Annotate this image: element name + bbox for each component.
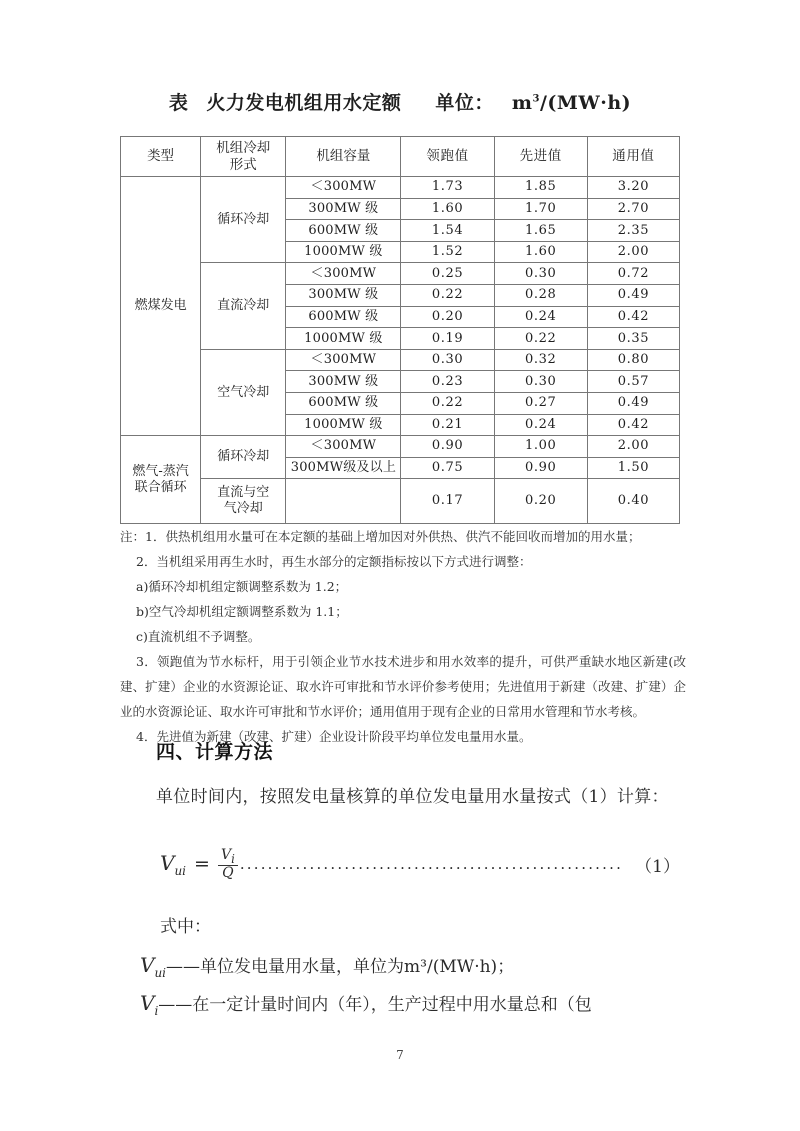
formula-equals: =	[194, 853, 210, 876]
cell-capacity: 600MW 级	[286, 392, 401, 414]
cell-advanced: 0.30	[494, 263, 587, 285]
cell-general: 1.50	[587, 457, 679, 479]
cell-leader: 1.60	[401, 198, 494, 220]
cell-advanced: 0.28	[494, 284, 587, 306]
cell-leader: 0.25	[401, 263, 494, 285]
cell-general: 0.42	[587, 414, 679, 436]
header-capacity: 机组容量	[286, 137, 401, 177]
cell-advanced: 1.60	[494, 241, 587, 263]
cell-capacity: 1000MW 级	[286, 328, 401, 350]
table-header-row	[121, 137, 680, 177]
cell-capacity: ＜300MW	[286, 436, 401, 458]
definition-text-vi: ——在一定计量时间内（年），生产过程中用水量总和（包	[158, 995, 592, 1015]
cell-advanced: 1.00	[494, 436, 587, 458]
table-row	[121, 177, 680, 199]
cell-leader: 0.20	[401, 306, 494, 328]
header-type: 类型	[121, 137, 201, 177]
header-leader-value: 领跑值	[401, 137, 494, 177]
definition-vi	[140, 984, 592, 1030]
note-1: 注：1．供热机组用水量可在本定额的基础上增加因对外供热、供汽不能回收而增加的用水量；	[120, 529, 641, 544]
table-unit-value: $m^3/(MW\cdot h)$	[511, 92, 632, 114]
cell-capacity: 600MW 级	[286, 306, 401, 328]
note-2: 2．当机组采用再生水时，再生水部分的定额指标按以下方式进行调整：	[136, 554, 532, 569]
note-2c: c)直流机组不予调整。	[136, 629, 261, 644]
cell-leader: 0.17	[401, 479, 494, 524]
cell-general: 0.42	[587, 306, 679, 328]
cell-leader: 0.75	[401, 457, 494, 479]
note-3: 3．领跑值为节水标杆，用于引领企业节水技术进步和用水效率的提升，可供严重缺水地区新建(改建、扩建）企业的水资源论证、取水许可审批和节水评价参考使用；先进值用于新建（改建、扩建）企业的水资源论证、取水许可审批和节水评价；通用值用于现有企业的日常用水管理和节水考核。	[120, 654, 686, 719]
cell-leader: 0.22	[401, 284, 494, 306]
cell-type-gas-steam: 燃气-蒸汽 联合循环	[121, 436, 201, 524]
cell-advanced: 1.85	[494, 177, 587, 199]
cell-leader: 1.52	[401, 241, 494, 263]
cell-leader: 1.73	[401, 177, 494, 199]
water-quota-table	[120, 136, 680, 524]
cell-general: 0.49	[587, 392, 679, 414]
cell-capacity: 1000MW 级	[286, 414, 401, 436]
cell-type-coal: 燃煤发电	[121, 177, 201, 436]
cell-advanced: 0.20	[494, 479, 587, 524]
cell-capacity: ＜300MW	[286, 177, 401, 199]
cell-advanced: 1.65	[494, 220, 587, 242]
definition-text-vui: ——单位发电量用水量，单位为m³/(MW·h)；	[166, 957, 515, 977]
table-notes	[120, 524, 686, 749]
cell-capacity: 1000MW 级	[286, 241, 401, 263]
header-general-value: 通用值	[587, 137, 679, 177]
cell-advanced: 0.30	[494, 371, 587, 393]
formula-dot-leaders: ·······················································	[239, 858, 624, 877]
cell-leader: 0.19	[401, 328, 494, 350]
cell-general: 2.00	[587, 436, 679, 458]
cell-general: 0.80	[587, 349, 679, 371]
table-row	[121, 263, 680, 285]
note-4: 4．先进值为新建（改建、扩建）企业设计阶段平均单位发电量用水量。	[136, 729, 532, 744]
cell-general: 3.20	[587, 177, 679, 199]
cell-capacity: 300MW 级	[286, 371, 401, 393]
cell-advanced: 1.70	[494, 198, 587, 220]
cell-advanced: 0.27	[494, 392, 587, 414]
cell-leader: 0.23	[401, 371, 494, 393]
cell-capacity: 300MW 级	[286, 284, 401, 306]
table-title	[120, 88, 680, 115]
cell-capacity: 600MW 级	[286, 220, 401, 242]
cell-cooling-oncethrough-air-gas: 直流与空 气冷却	[201, 479, 286, 524]
page-number: 7	[396, 1048, 404, 1062]
cell-cooling-oncethrough-coal: 直流冷却	[201, 263, 286, 349]
table-title-prefix: 表	[168, 92, 189, 114]
note-2b: b)空气冷却机组定额调整系数为 1.1；	[136, 604, 348, 619]
cell-advanced: 0.22	[494, 328, 587, 350]
cell-leader: 0.90	[401, 436, 494, 458]
cell-capacity: 300MW级及以上	[286, 457, 401, 479]
paragraph-calculation-intro: 单位时间内，按照发电量核算的单位发电量用水量按式（1）计算：	[156, 787, 669, 807]
header-cooling-form: 机组冷却 形式	[201, 137, 286, 177]
cell-general: 2.00	[587, 241, 679, 263]
cell-advanced: 0.90	[494, 457, 587, 479]
table-row	[121, 436, 680, 458]
note-2a: a)循环冷却机组定额调整系数为 1.2；	[136, 579, 348, 594]
cell-leader: 0.21	[401, 414, 494, 436]
cell-capacity-empty	[286, 479, 401, 524]
cell-advanced: 0.24	[494, 306, 587, 328]
cell-capacity: 300MW 级	[286, 198, 401, 220]
where-label: 式中：	[160, 917, 211, 937]
cell-leader: 0.22	[401, 392, 494, 414]
cell-general: 0.35	[587, 328, 679, 350]
formula-number: （1）	[635, 856, 680, 877]
cell-cooling-circulating-coal: 循环冷却	[201, 177, 286, 263]
cell-leader: 1.54	[401, 220, 494, 242]
cell-general: 0.49	[587, 284, 679, 306]
cell-cooling-air-coal: 空气冷却	[201, 349, 286, 435]
cell-general: 0.40	[587, 479, 679, 524]
cell-general: 2.70	[587, 198, 679, 220]
formula-lhs: $V_{ui}$	[160, 850, 187, 878]
table-unit-label: 单位：	[435, 92, 494, 114]
cell-leader: 0.30	[401, 349, 494, 371]
cell-capacity: ＜300MW	[286, 349, 401, 371]
cell-advanced: 0.24	[494, 414, 587, 436]
formula-numerator: $V_i$	[218, 848, 238, 866]
header-advanced-value: 先进值	[494, 137, 587, 177]
table-row	[121, 479, 680, 524]
formula-1	[160, 848, 680, 881]
formula-fraction	[218, 848, 238, 881]
cell-general: 0.72	[587, 263, 679, 285]
table-title-main: 火力发电机组用水定额	[206, 92, 402, 114]
definition-symbol-vui: $V_{ui}$	[140, 953, 167, 980]
cell-general: 0.57	[587, 371, 679, 393]
formula-denominator: Q	[222, 865, 234, 882]
cell-general: 2.35	[587, 220, 679, 242]
table-row	[121, 349, 680, 371]
cell-advanced: 0.32	[494, 349, 587, 371]
cell-cooling-circulating-gas: 循环冷却	[201, 436, 286, 479]
section-heading-calculation-method: 四、计算方法	[156, 741, 274, 763]
cell-capacity: ＜300MW	[286, 263, 401, 285]
definition-symbol-vi: $V_i$	[140, 991, 159, 1018]
